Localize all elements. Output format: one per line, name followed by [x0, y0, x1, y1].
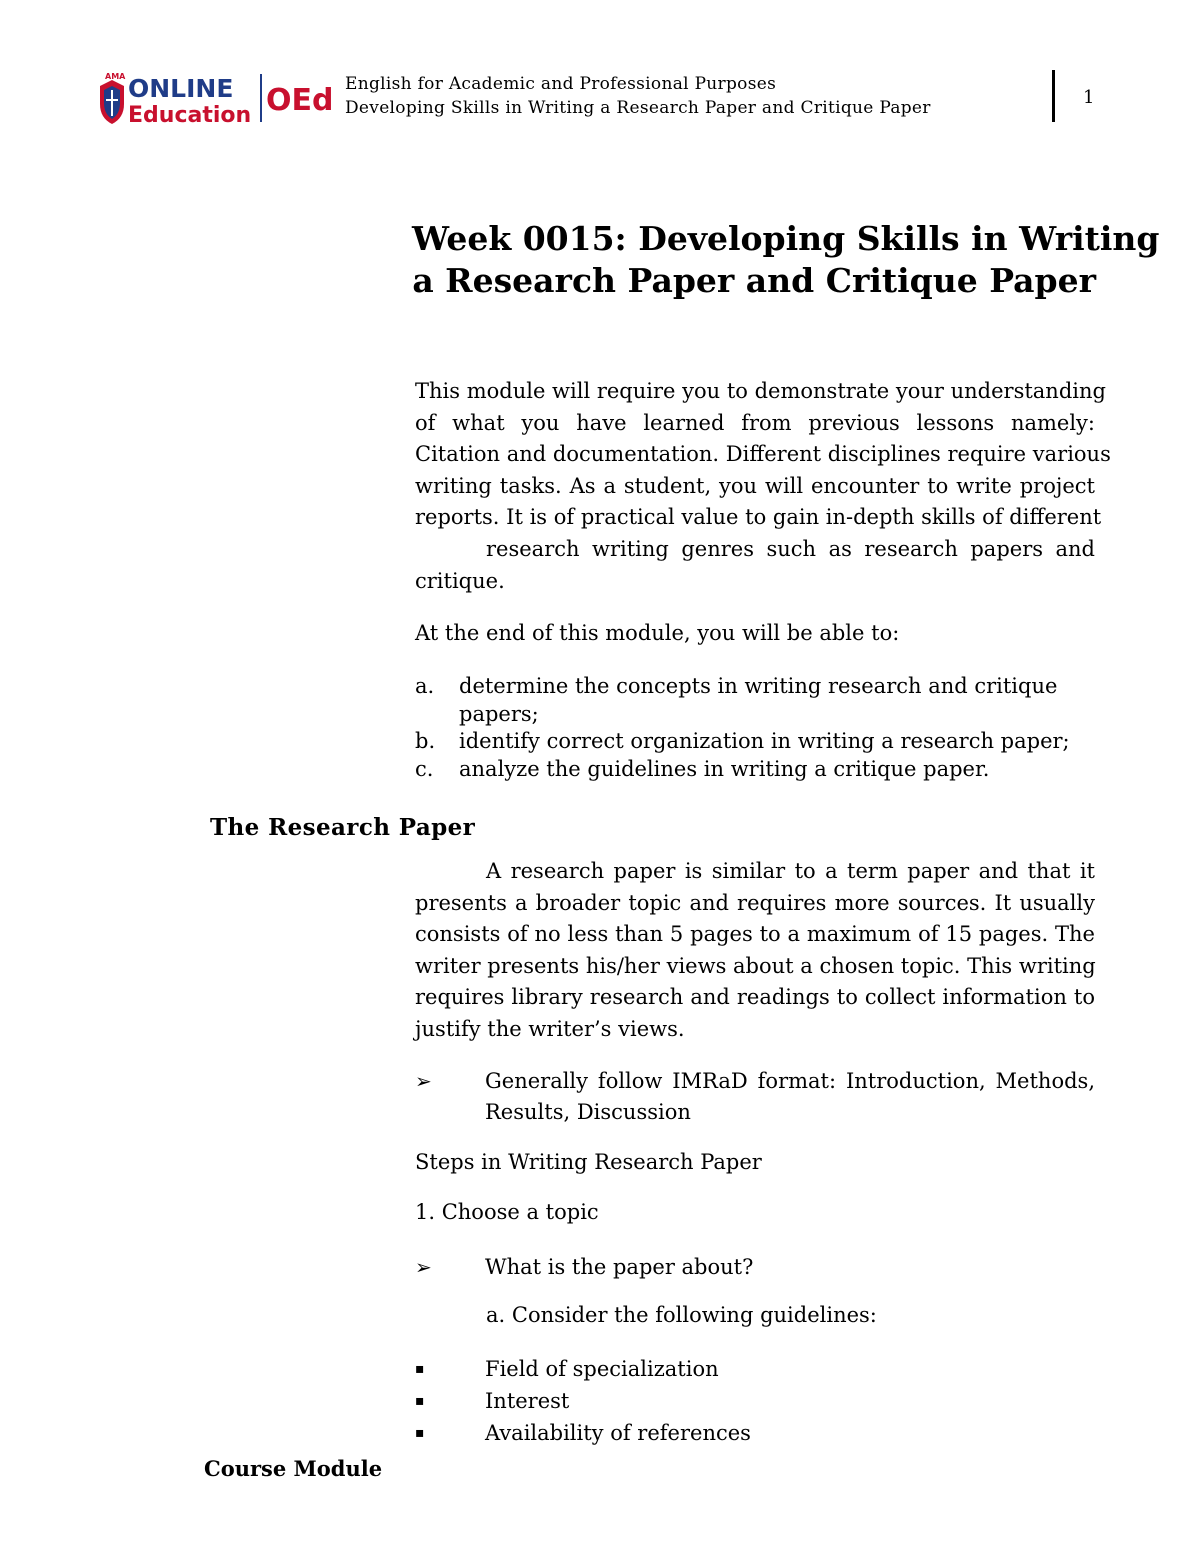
objective-a	[415, 672, 1095, 728]
intro-line: of what you have learned from previous lessons namely:	[415, 410, 1095, 435]
objective-b	[415, 727, 1070, 755]
rp-line: A research paper is similar to a term paper and that it	[486, 859, 1095, 883]
rp-line: writer presents his/her views about a chosen topic. This writing	[415, 953, 1096, 978]
guideline-item	[415, 1386, 569, 1417]
intro-paragraph	[415, 376, 1111, 597]
title-line-2: a Research Paper and Critique Paper	[412, 261, 1096, 300]
guideline-text: Field of specialization	[485, 1357, 719, 1381]
rp-line: requires library research and readings to collect information to	[415, 985, 1095, 1010]
objective-text: analyze the guidelines in writing a critique paper.	[459, 757, 990, 781]
intro-line: Citation and documentation. Different disciplines require various	[415, 442, 1111, 467]
objective-c	[415, 755, 989, 783]
objective-marker: b.	[415, 729, 436, 753]
online-education-logo	[98, 70, 333, 126]
objective-text: identify correct organization in writing a research paper;	[459, 729, 1070, 753]
imrad-bullet	[415, 1066, 1095, 1128]
question-bullet	[415, 1252, 753, 1283]
steps-heading: Steps in Writing Research Paper	[415, 1150, 762, 1174]
rp-line: consists of no less than 5 pages to a maximum of 15 pages. The	[415, 922, 1095, 947]
guideline-text: Availability of references	[485, 1421, 751, 1445]
arrow-bullet-icon: ➢	[415, 1069, 432, 1093]
imrad-text: Generally follow IMRaD format: Introduction, Methods, Results, Discussion	[485, 1069, 1095, 1124]
module-subtitle: Developing Skills in Writing a Research Paper and Critique Paper	[345, 98, 931, 118]
objective-marker: a.	[415, 674, 435, 698]
objective-marker: c.	[415, 757, 434, 781]
intro-line-last: critique.	[415, 568, 505, 593]
course-title: English for Academic and Professional Purposes	[345, 74, 777, 94]
guideline-item	[415, 1354, 719, 1385]
arrow-bullet-icon: ➢	[415, 1255, 432, 1279]
page-title	[412, 218, 1160, 302]
footer-label: Course Module	[204, 1456, 383, 1481]
page-number: 1	[1083, 87, 1095, 108]
square-bullet-icon: ▪	[415, 1361, 425, 1377]
brand-short: OEd	[266, 83, 333, 118]
section-heading: The Research Paper	[210, 814, 476, 841]
intro-line: writing tasks. As a student, you will encounter to write project	[415, 473, 1095, 498]
intro-line: reports. It is of practical value to gain in-depth skills of different	[415, 505, 1102, 530]
objectives-lead: At the end of this module, you will be able to:	[415, 621, 900, 645]
title-line-1: Week 0015: Developing Skills in Writing	[412, 219, 1160, 258]
intro-line: This module will require you to demonstrate your understanding	[415, 379, 1106, 403]
objective-text: determine the concepts in writing research and critique papers;	[459, 674, 1058, 726]
brand-bottom: Education	[128, 103, 252, 126]
square-bullet-icon: ▪	[415, 1425, 425, 1441]
step-1: 1. Choose a topic	[415, 1200, 599, 1224]
rp-line: presents a broader topic and requires more sources. It usually	[415, 890, 1095, 915]
question-text: What is the paper about?	[485, 1255, 754, 1279]
brand-top: ONLINE	[128, 74, 234, 103]
header-divider	[1052, 70, 1055, 122]
shield-text: AMA	[105, 72, 126, 81]
shield-icon	[100, 80, 124, 124]
consider-guidelines: a. Consider the following guidelines:	[486, 1303, 877, 1327]
rp-line-last: justify the writer’s views.	[415, 1016, 685, 1041]
guideline-item	[415, 1418, 751, 1449]
guideline-text: Interest	[485, 1389, 570, 1413]
square-bullet-icon: ▪	[415, 1393, 425, 1409]
research-paper-paragraph	[415, 856, 1095, 1046]
intro-line: research writing genres such as research papers and	[486, 536, 1095, 561]
